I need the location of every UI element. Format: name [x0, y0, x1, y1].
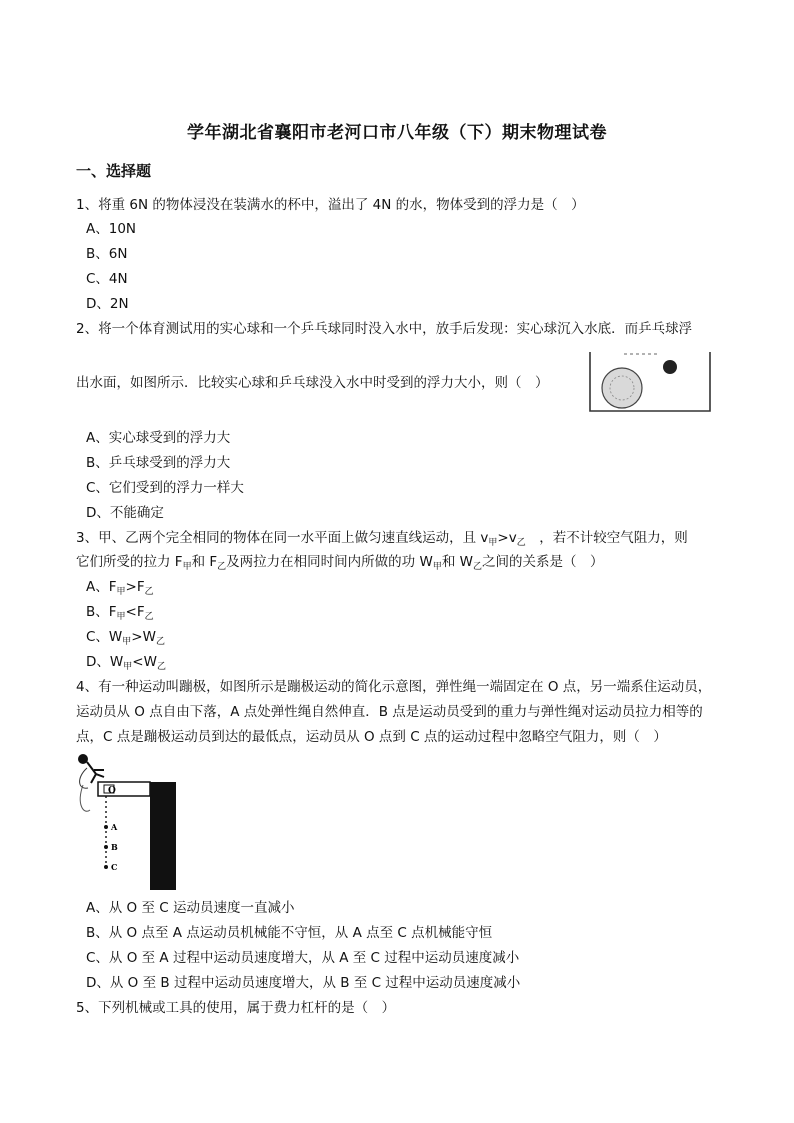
section-heading: 一、选择题: [76, 162, 152, 180]
question-4-option-d: D、从 O 至 B 过程中运动员速度增大，从 B 至 C 过程中运动员速度减小: [86, 975, 521, 991]
question-3-stem-line-1: 3、甲、乙两个完全相同的物体在同一水平面上做匀速直线运动，且 $v_甲>v_乙$ ，若不计较空气阻力，则: [76, 530, 688, 548]
question-3-option-c: C、$W_甲>W_乙$: [86, 629, 165, 647]
figure-label-c: C: [111, 862, 118, 872]
question-3-option-d: D、$W_甲<W_乙$: [86, 654, 166, 672]
figure-label-b: B: [111, 842, 118, 852]
question-3-stem-line-2: 它们所受的拉力 $F_甲$和 $F_乙$及两拉力在相同时间内所做的功 $W_甲$和 $W_乙$之间的关系是（ ）: [76, 554, 604, 572]
question-1-option-c: C、4N: [86, 271, 128, 287]
page-title: 学年湖北省襄阳市老河口市八年级（下）期末物理试卷: [187, 123, 607, 143]
question-1-stem: 1、将重 6N 的物体浸没在装满水的杯中，溢出了 4N 的水，物体受到的浮力是（ ）: [76, 197, 585, 213]
question-4-option-b: B、从 O 点至 A 点运动员机械能不守恒，从 A 点至 C 点机械能守恒: [86, 925, 493, 941]
question-3-option-b: B、$F_甲<F_乙$: [86, 604, 154, 622]
question-4-stem-line-2: 运动员从 O 点自由下落，A 点处弹性绳自然伸直．B 点是运动员受到的重力与弹性绳对运动员拉力相等的: [76, 704, 703, 720]
question-2-option-b: B、乒乓球受到的浮力大: [86, 455, 231, 471]
question-4-stem-line-1: 4、有一种运动叫蹦极，如图所示是蹦极运动的简化示意图，弹性绳一端固定在 O 点，另一端系住运动员，: [76, 679, 712, 695]
question-2-option-c: C、它们受到的浮力一样大: [86, 480, 244, 496]
question-5-stem: 5、下列机械或工具的使用，属于费力杠杆的是（ ）: [76, 1000, 396, 1016]
balls-in-water-figure: [586, 350, 716, 416]
question-2-option-a: A、实心球受到的浮力大: [86, 430, 231, 446]
question-2-option-d: D、不能确定: [86, 505, 164, 521]
question-4-stem-line-3: 点，C 点是蹦极运动员到达的最低点，运动员从 O 点到 C 点的运动过程中忽略空气阻力，则（ ）: [76, 729, 667, 745]
question-2-stem-line-2: 出水面，如图所示．比较实心球和乒乓球没入水中时受到的浮力大小，则（ ）: [76, 375, 549, 391]
question-1-option-a: A、10N: [86, 221, 137, 237]
question-4-option-c: C、从 O 至 A 过程中运动员速度增大，从 A 至 C 过程中运动员速度减小: [86, 950, 520, 966]
bungee-jump-figure: [74, 750, 184, 892]
figure-label-a: A: [111, 822, 118, 832]
question-1-option-b: B、6N: [86, 246, 128, 262]
figure-label-o: O: [108, 786, 116, 796]
question-2-stem-line-1: 2、将一个体育测试用的实心球和一个乒乓球同时没入水中，放手后发现：实心球沉入水底．而乒乓球浮: [76, 321, 693, 337]
question-1-option-d: D、2N: [86, 296, 129, 312]
question-4-option-a: A、从 O 至 C 运动员速度一直减小: [86, 900, 295, 916]
question-3-option-a: A、$F_甲>F_乙$: [86, 579, 154, 597]
